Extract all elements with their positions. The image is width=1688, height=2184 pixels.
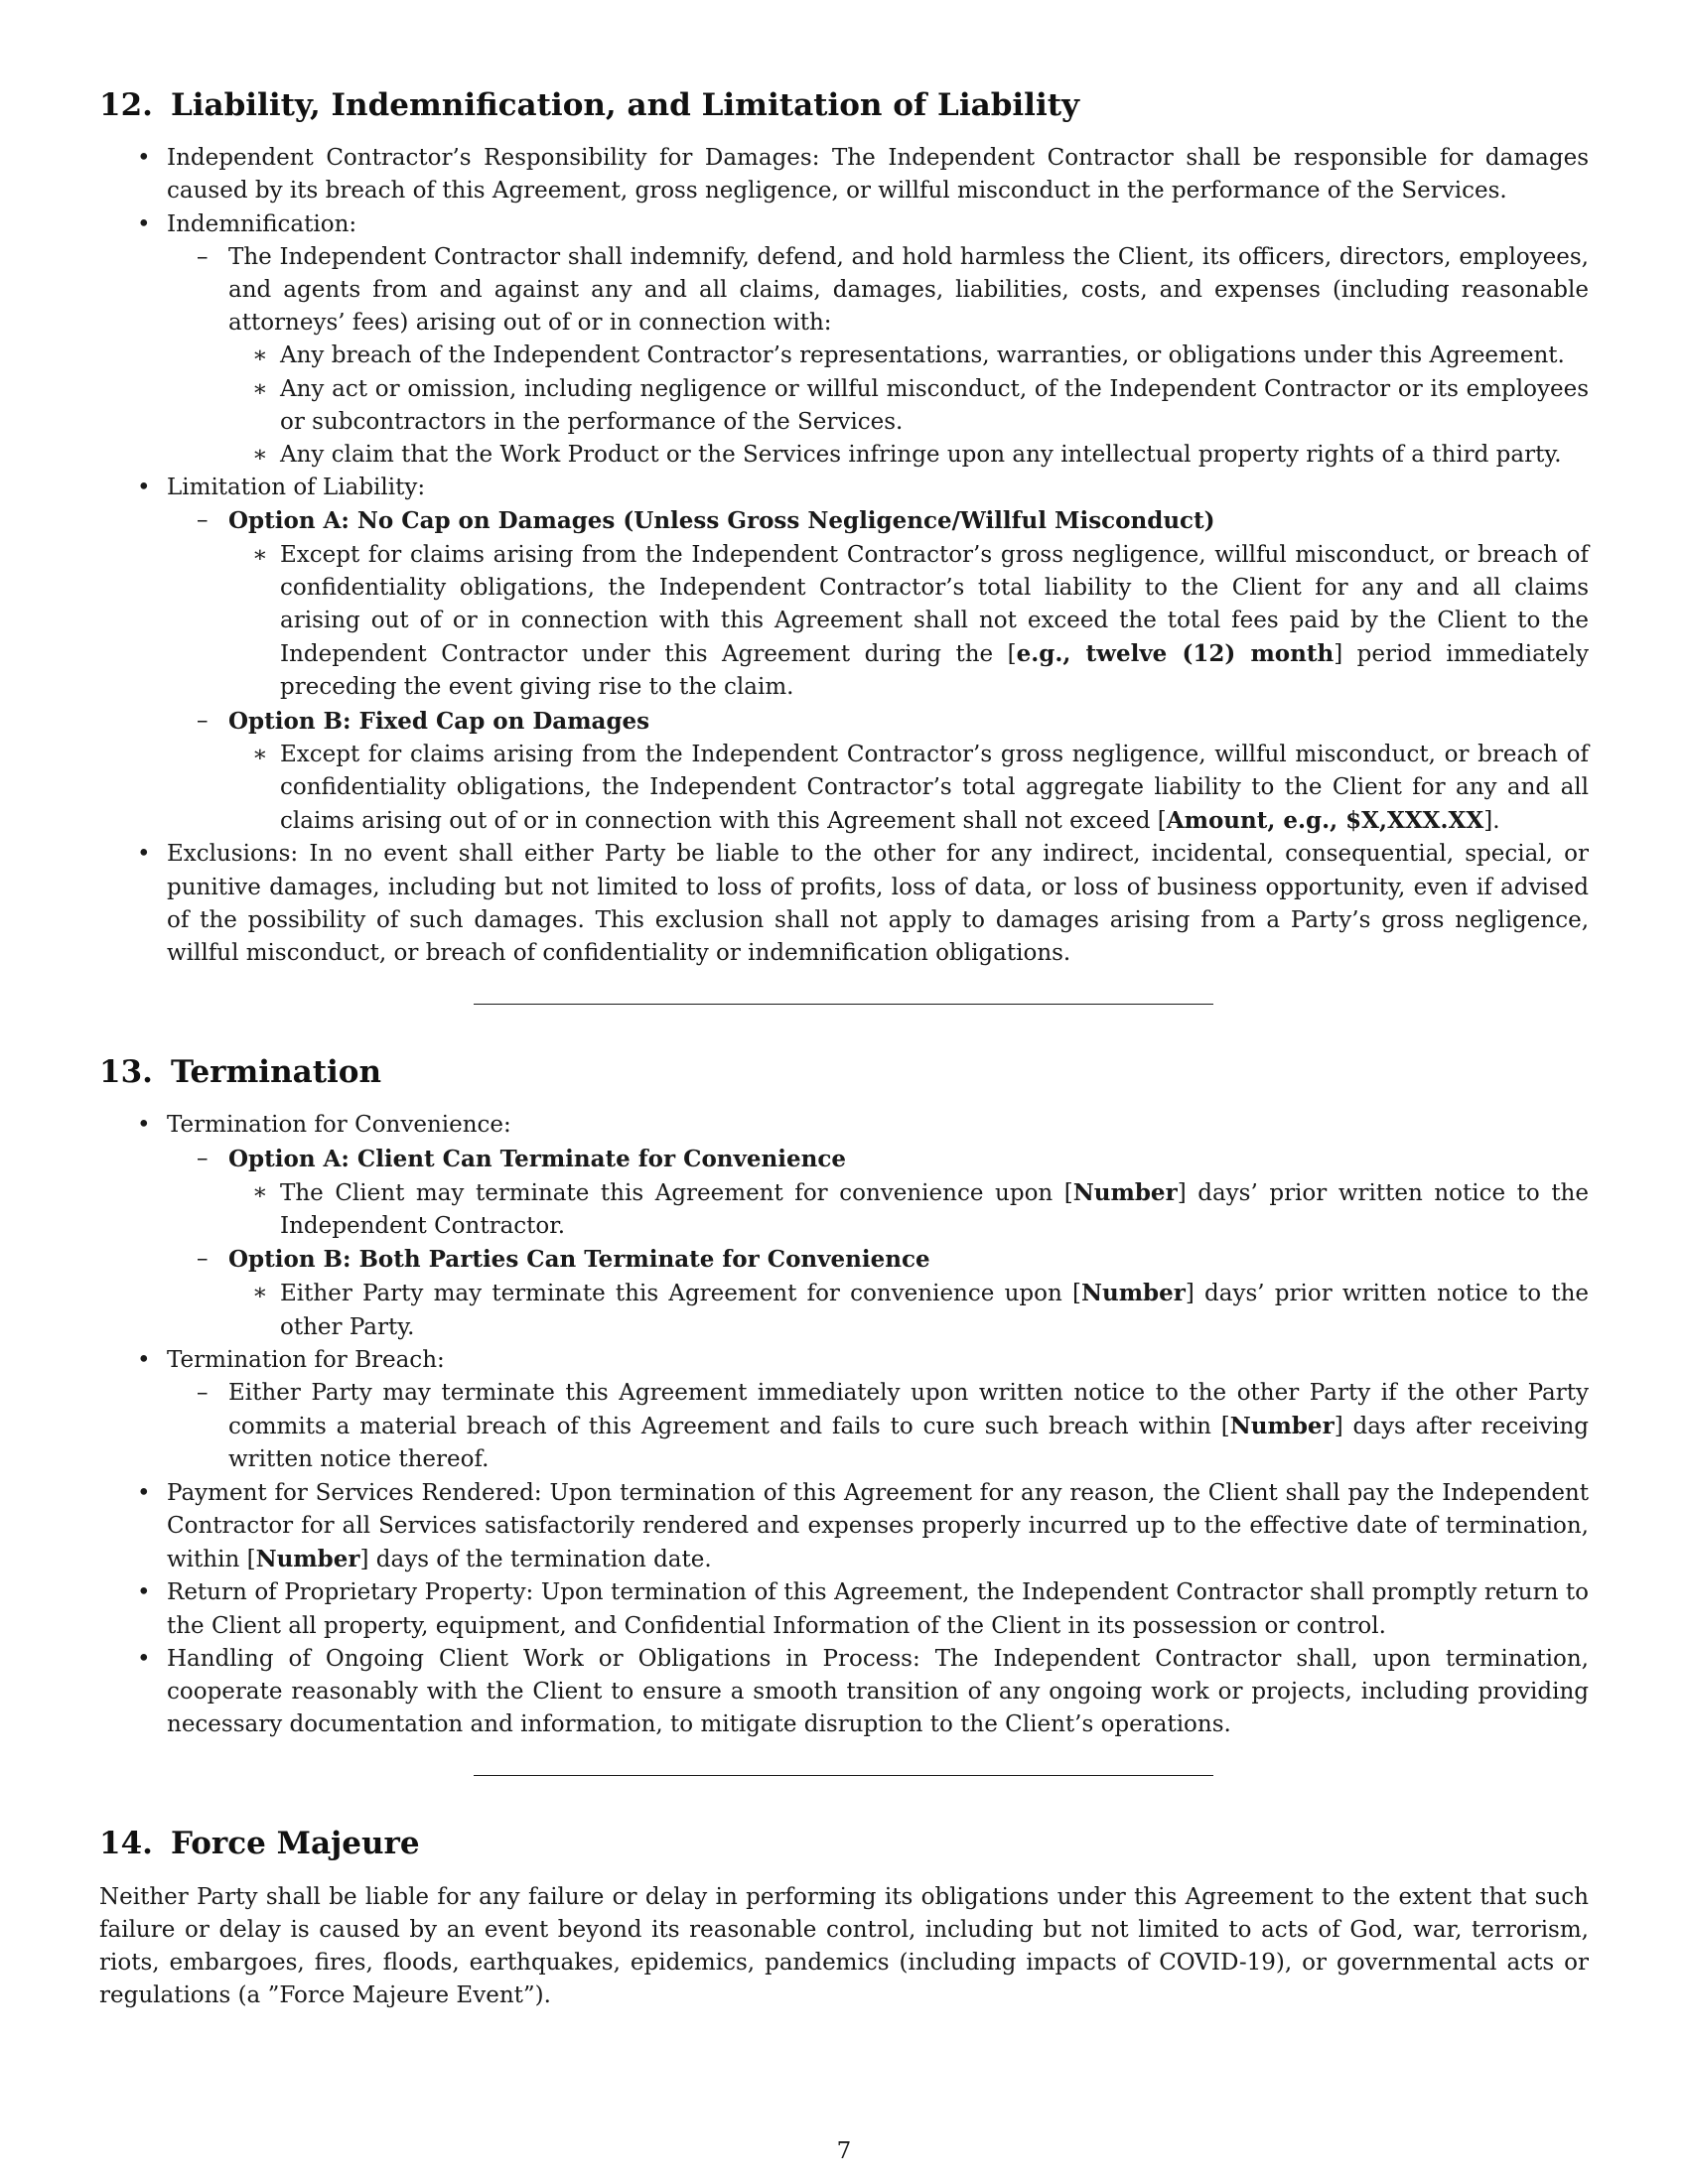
- list-item: • Termination for Breach: – Either Party may terminate this Agreement immediately upon written notice to the other Party if the other Party commits a material breach of this Agreement and fails to cure such breach within [Number] days after receiving written notice thereof.: [99, 1344, 1589, 1477]
- document-page: [99, 87, 1589, 2012]
- section-13-body: [99, 1109, 1589, 1741]
- list-item: [167, 1143, 1589, 1244]
- section-14-heading: [99, 1826, 1589, 1862]
- list-item: ∗ Either Party may terminate this Agreement for convenience upon [Number] days’ prior written notice to the other Party.: [228, 1277, 1589, 1343]
- list-item: • Limitation of Liability: – Option A: No Cap on Damages (Unless Gross Negligence/Willful Misconduct) ∗ Except for claims arising from the Independent Contractor’s gross negligence, willful misconduct, or breach of confidentiality obligations, the Independent Contractor’s total liability to the Client for any and all claims arising out of or in connection with this Agreement shall not exceed the total fees paid by the Client to the Independent Contractor under this Agreement during the [e.g., twelve (12) month] period immediately preceding the event giving rise to the claim. – Option B: Fixed Cap on Damages ∗ Except for claims arising from the Independent Contractor’s gross negligence, willful misconduct, or breach of confidentiality obligations, the Independent Contractor’s total aggregate liability to the Client for any and all claims arising out of or in connection with this Agreement shall not exceed [Amount, e.g., $X,XXX.XX].: [99, 472, 1589, 838]
- section-divider: [474, 1004, 1213, 1005]
- list-item: • Independent Contractor’s Responsibility for Damages: The Independent Contractor shall be responsible for damages caused by its breach of this Agreement, gross negligence, or willful misconduct in the performance of the Services.: [99, 142, 1589, 207]
- list-item: [167, 504, 1589, 704]
- list-item: • Exclusions: In no event shall either Party be liable to the other for any indirect, incidental, consequential, special, or punitive damages, including but not limited to loss of profits, loss of data, or loss of business opportunity, even if advised of the possibility of such damages. This exclusion shall not apply to damages arising from a Party’s gross negligence, willful misconduct, or breach of confidentiality or indemnification obligations.: [99, 838, 1589, 970]
- list-item: • Handling of Ongoing Client Work or Obligations in Process: The Independent Contractor shall, upon termination, cooperate reasonably with the Client to ensure a smooth transition of any ongoing work or projects, including providing necessary documentation and information, to mitigate disruption to the Client’s operations.: [99, 1643, 1589, 1742]
- list-item: – Either Party may terminate this Agreement immediately upon written notice to the other Party if the other Party commits a material breach of this Agreement and fails to cure such breach within [Number] days after receiving written notice thereof.: [167, 1377, 1589, 1477]
- section-title: Termination: [170, 1054, 382, 1091]
- section-number: 13.: [99, 1054, 153, 1091]
- paragraph: Neither Party shall be liable for any failure or delay in performing its obligations under this Agreement to the extent that such failure or delay is caused by an event beyond its reasonable control, including but not limited to acts of God, war, terrorism, riots, embargoes, fires, floods, earthquakes, epidemics, pandemics (including impacts of COVID-19), or governmental acts or regulations (a ”Force Majeure Event”).: [99, 1883, 1589, 2009]
- list-item: • Termination for Convenience: – Option A: Client Can Terminate for Convenience ∗ The Client may terminate this Agreement for convenience upon [Number] days’ prior written notice to the Independent Contractor. – Option B: Both Parties Can Terminate for Convenience ∗ Either Party may terminate this Agreement for convenience upon [Number] days’ prior written notice to the other Party.: [99, 1109, 1589, 1343]
- option-title: Option A: No Cap on Damages (Unless Gross Negligence/Willful Misconduct): [228, 507, 1215, 535]
- section-title: Liability, Indemnification, and Limitation of Liability: [170, 87, 1080, 123]
- list-item: ∗ Except for claims arising from the Independent Contractor’s gross negligence, willful misconduct, or breach of confidentiality obligations, the Independent Contractor’s total liability to the Client for any and all claims arising out of or in connection with this Agreement shall not exceed the total fees paid by the Client to the Independent Contractor under this Agreement during the [e.g., twelve (12) month] period immediately preceding the event giving rise to the claim.: [228, 539, 1589, 705]
- list-item: • Indemnification: – The Independent Contractor shall indemnify, defend, and hold harmless the Client, its officers, directors, employees, and agents from and against any and all claims, damages, liabilities, costs, and expenses (including reasonable attorneys’ fees) arising out of or in connection with: ∗ Any breach of the Independent Contractor’s representations, warranties, or obligations under this Agreement. ∗ Any act or omission, including negligence or willful misconduct, of the Independent Contractor or its employees or subcontractors in the performance of the Services. ∗ Any claim that the Work Product or the Services infringe upon any intellectual property rights of a third party.: [99, 208, 1589, 473]
- option-title: Option B: Both Parties Can Terminate for Convenience: [228, 1246, 930, 1274]
- section-title: Force Majeure: [170, 1826, 420, 1862]
- option-title: Option A: Client Can Terminate for Convenience: [228, 1145, 846, 1172]
- section-12-body: [99, 142, 1589, 970]
- list-item: • Return of Proprietary Property: Upon termination of this Agreement, the Independent Contractor shall promptly return to the Client all property, equipment, and Confidential Information of the Client in its possession or control.: [99, 1576, 1589, 1642]
- list-item: ∗ Except for claims arising from the Independent Contractor’s gross negligence, willful misconduct, or breach of confidentiality obligations, the Independent Contractor’s total aggregate liability to the Client for any and all claims arising out of or in connection with this Agreement shall not exceed [Amount, e.g., $X,XXX.XX].: [228, 739, 1589, 839]
- section-14-body: [99, 1881, 1589, 2013]
- section-13-heading: [99, 1054, 1589, 1091]
- section-number: 12.: [99, 87, 153, 123]
- list-item: – The Independent Contractor shall indemnify, defend, and hold harmless the Client, its officers, directors, employees, and agents from and against any and all claims, damages, liabilities, costs, and expenses (including reasonable attorneys’ fees) arising out of or in connection with: ∗ Any breach of the Independent Contractor’s representations, warranties, or obligations under this Agreement. ∗ Any act or omission, including negligence or willful misconduct, of the Independent Contractor or its employees or subcontractors in the performance of the Services. ∗ Any claim that the Work Product or the Services infringe upon any intellectual property rights of a third party.: [167, 241, 1589, 472]
- list-item: ∗ The Client may terminate this Agreement for convenience upon [Number] days’ prior written notice to the Independent Contractor.: [228, 1176, 1589, 1243]
- list-item: [167, 705, 1589, 839]
- option-title: Option B: Fixed Cap on Damages: [228, 707, 650, 735]
- section-12-heading: [99, 87, 1589, 124]
- list-item: ∗ Any act or omission, including negligence or willful misconduct, of the Independent Contractor or its employees or subcontractors in the performance of the Services.: [228, 373, 1589, 439]
- list-item: • Payment for Services Rendered: Upon termination of this Agreement for any reason, the Client shall pay the Independent Contractor for all Services satisfactorily rendered and expenses properly incurred up to the effective date of termination, within [Number] days of the termination date.: [99, 1477, 1589, 1577]
- list-item: ∗ Any claim that the Work Product or the Services infringe upon any intellectual property rights of a third party.: [228, 439, 1589, 472]
- section-number: 14.: [99, 1826, 153, 1862]
- list-item: [167, 1243, 1589, 1344]
- list-item: ∗ Any breach of the Independent Contractor’s representations, warranties, or obligations under this Agreement.: [228, 340, 1589, 372]
- section-divider: [474, 1775, 1213, 1776]
- page-number: 7: [836, 2138, 852, 2164]
